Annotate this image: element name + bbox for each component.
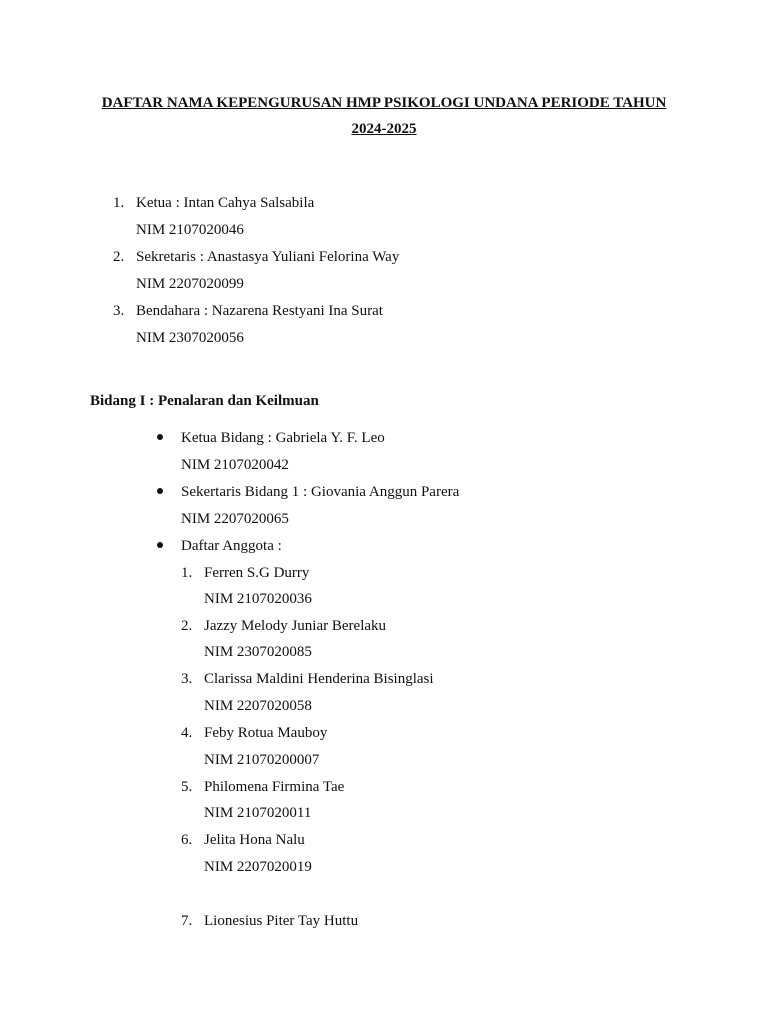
member-name: Philomena Firmina Tae <box>204 779 345 795</box>
member-name: Ferren S.G Durry <box>204 565 310 581</box>
bullet-icon <box>157 488 163 494</box>
member-name: Jazzy Melody Juniar Berelaku <box>204 618 387 634</box>
ketua-bidang-nim: NIM 2107020042 <box>181 457 289 473</box>
member-name: Feby Rotua Mauboy <box>204 725 328 741</box>
member-nim: NIM 2307020085 <box>204 644 312 660</box>
member-number: 4. <box>181 725 193 741</box>
member-number: 6. <box>181 832 193 848</box>
member-nim: NIM 21070200007 <box>204 752 320 768</box>
officer-nim: NIM 2107020046 <box>136 222 244 238</box>
member-name: Lionesius Piter Tay Huttu <box>204 913 359 929</box>
member-number: 7. <box>181 913 193 929</box>
officer-number: 3. <box>113 303 125 319</box>
daftar-anggota-label: Daftar Anggota : <box>181 538 282 554</box>
officer-ketua: Ketua : Intan Cahya Salsabila <box>136 195 315 211</box>
member-nim: NIM 2107020036 <box>204 591 312 607</box>
officer-number: 2. <box>113 249 125 265</box>
member-name: Clarissa Maldini Henderina Bisinglasi <box>204 671 434 687</box>
member-number: 2. <box>181 618 193 634</box>
member-number: 3. <box>181 671 193 687</box>
officer-bendahara: Bendahara : Nazarena Restyani Ina Surat <box>136 303 383 319</box>
officer-number: 1. <box>113 195 125 211</box>
member-nim: NIM 2107020011 <box>204 805 312 821</box>
ketua-bidang: Ketua Bidang : Gabriela Y. F. Leo <box>181 430 385 446</box>
bullet-icon <box>157 542 163 548</box>
member-number: 5. <box>181 779 193 795</box>
member-name: Jelita Hona Nalu <box>204 832 305 848</box>
bullet-icon <box>157 434 163 440</box>
officer-nim: NIM 2307020056 <box>136 330 244 346</box>
officer-sekretaris: Sekretaris : Anastasya Yuliani Felorina Way <box>136 249 400 265</box>
sekretaris-bidang: Sekertaris Bidang 1 : Giovania Anggun Parera <box>181 484 460 500</box>
sekretaris-bidang-nim: NIM 2207020065 <box>181 511 289 527</box>
section-heading-bidang-1: Bidang I : Penalaran dan Keilmuan <box>90 393 319 409</box>
document-title-line-2: 2024-2025 <box>351 121 417 137</box>
member-nim: NIM 2207020019 <box>204 859 312 875</box>
member-nim: NIM 2207020058 <box>204 698 312 714</box>
document-title-line-1: DAFTAR NAMA KEPENGURUSAN HMP PSIKOLOGI UNDANA PERIODE TAHUN <box>101 95 667 111</box>
member-number: 1. <box>181 565 193 581</box>
officer-nim: NIM 2207020099 <box>136 276 244 292</box>
